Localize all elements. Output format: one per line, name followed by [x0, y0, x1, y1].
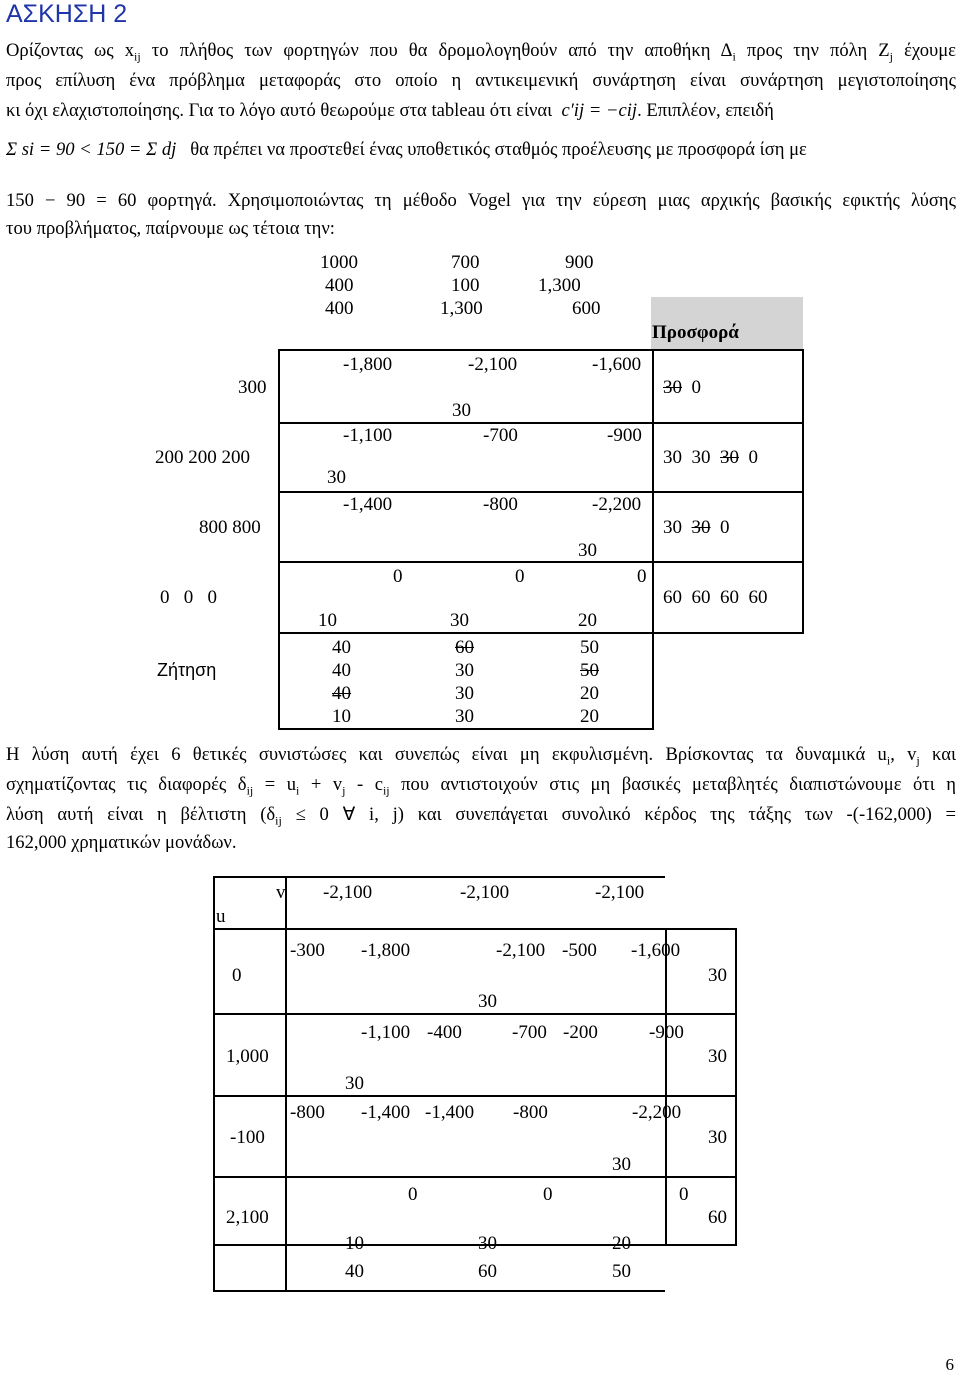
cost-cell: -900	[607, 425, 642, 446]
cost-cell: -800	[483, 494, 518, 515]
col-penalty: 600	[572, 298, 601, 319]
delta-cell: -300	[290, 940, 325, 961]
cost-cell: 0	[393, 566, 403, 587]
demand-cell: 60	[455, 637, 474, 658]
cost-cell: -1,400	[361, 1102, 411, 1123]
allocation-cell: 30	[450, 610, 469, 631]
demand-cell: 40	[345, 1261, 364, 1282]
cost-cell: -1,100	[361, 1022, 411, 1043]
conclusion-line-2: σχηματίζοντας τις διαφορές $\delta_{ij} = u_i + v_j - c_{ij}$ που αντιστοιχούν στις μη βασικές μεταβλητές διαπιστώνουμε ότι η	[6, 774, 956, 798]
demand-cell: 20	[580, 706, 599, 727]
supply-cell: 30 0	[663, 377, 701, 398]
demand-cell: 10	[332, 706, 351, 727]
demand-cell: 30	[455, 660, 474, 681]
u-label: u	[216, 906, 226, 927]
conclusion-line-3: λύση αυτή είναι η βέλτιστη ($\delta_{ij} \le 0$ ∀ i, j) και συνεπάγεται συνολικό κέρδος της τάξης των -(-162,000) =	[6, 804, 956, 828]
grid-line	[652, 349, 654, 730]
supply-cell: 60	[708, 1207, 727, 1228]
demand-label: Ζήτηση	[157, 660, 217, 680]
col-penalty: 700	[451, 252, 480, 273]
cost-cell: -2,100	[468, 354, 518, 375]
demand-cell: 50	[580, 660, 599, 681]
col-penalty: 400	[325, 275, 354, 296]
demand-cell: 20	[580, 683, 599, 704]
col-penalty: 1,300	[538, 275, 581, 296]
cost-cell: 0	[637, 566, 647, 587]
cost-cell: -2,100	[496, 940, 546, 961]
col-penalty: 900	[565, 252, 594, 273]
demand-cell: 60	[478, 1261, 497, 1282]
delta-cell: -400	[427, 1022, 462, 1043]
allocation-cell: 30	[478, 1233, 497, 1254]
grid-line	[213, 876, 665, 878]
cost-cell: 0	[543, 1184, 553, 1205]
u-value: -100	[230, 1127, 265, 1148]
conclusion-line-1: Η λύση αυτή έχει 6 θετικές συνιστώσες και συνεπώς είναι μη εκφυλισμένη. Βρίσκοντας τα δυναμικά $u_i$, $v_j$ και	[6, 744, 957, 768]
supply-cell: 30 30 30 0	[663, 447, 758, 468]
supply-cell: 30	[708, 1046, 727, 1067]
grid-line	[278, 349, 280, 730]
cost-cell: -700	[512, 1022, 547, 1043]
grid-line	[278, 422, 804, 424]
cost-cell: -1,100	[343, 425, 393, 446]
grid-line	[278, 728, 654, 730]
allocation-cell: 10	[318, 610, 337, 631]
intro-line-6: του προβλήματος, παίρνουμε ως τέτοια την:	[6, 218, 335, 239]
grid-line	[665, 928, 667, 1245]
delta-cell: -200	[563, 1022, 598, 1043]
supply-cell: 30	[708, 1127, 727, 1148]
demand-cell: 50	[580, 637, 599, 658]
grid-line	[213, 1290, 665, 1292]
allocation-cell: 30	[452, 400, 471, 421]
cost-cell: -700	[483, 425, 518, 446]
page-number: 6	[945, 1355, 954, 1374]
u-value: 2,100	[226, 1207, 269, 1228]
grid-line	[213, 1095, 737, 1097]
demand-cell: 30	[455, 706, 474, 727]
delta-cell: -800	[290, 1102, 325, 1123]
col-penalty: 1000	[320, 252, 358, 273]
allocation-cell: 30	[578, 540, 597, 561]
v-value: -2,100	[595, 882, 645, 903]
cost-cell: -2,200	[632, 1102, 682, 1123]
v-label: v	[276, 882, 286, 903]
row-penalty: 300	[238, 377, 267, 398]
intro-line-1: Ορίζοντας ως $x_{ij}$ το πλήθος των φορτηγών που θα δρομολογηθούν από την αποθήκη $\Delta_i$ προς την πόλη $Z_j$ έχουμε	[6, 40, 956, 64]
grid-line	[213, 1176, 737, 1178]
v-value: -2,100	[460, 882, 510, 903]
u-value: 1,000	[226, 1046, 269, 1067]
supply-cell: 30	[708, 965, 727, 986]
formula-cost-negation: c′ij = −cij	[561, 100, 638, 121]
allocation-cell: 30	[345, 1073, 364, 1094]
cost-cell: 0	[515, 566, 525, 587]
v-value: -2,100	[323, 882, 373, 903]
cost-cell: -2,200	[592, 494, 642, 515]
cost-cell: -900	[649, 1022, 684, 1043]
cost-cell: 0	[408, 1184, 418, 1205]
u-value: 0	[232, 965, 242, 986]
supply-cell: 30 30 0	[663, 517, 730, 538]
grid-line	[278, 349, 804, 351]
col-penalty: 100	[451, 275, 480, 296]
grid-line	[278, 561, 804, 563]
grid-line	[213, 928, 737, 930]
demand-cell: 50	[612, 1261, 631, 1282]
grid-line	[213, 1244, 737, 1246]
demand-cell: 40	[332, 660, 351, 681]
cost-cell: -1,600	[592, 354, 642, 375]
grid-line	[213, 876, 215, 1292]
intro-line-4: Σ si = 90 < 150 = Σ dj θα πρέπει να προστεθεί ένας υποθετικός σταθμός προέλευσης με προσφορά ίση με	[6, 139, 807, 160]
cost-cell: -800	[513, 1102, 548, 1123]
grid-line	[278, 491, 804, 493]
demand-cell: 30	[455, 683, 474, 704]
grid-line	[213, 1013, 737, 1015]
col-penalty: 1,300	[440, 298, 483, 319]
row-penalty: 800 800	[199, 517, 261, 538]
grid-line	[285, 876, 287, 1292]
demand-cell: 40	[332, 637, 351, 658]
cost-cell: -1,400	[343, 494, 393, 515]
allocation-cell: 30	[612, 1154, 631, 1175]
allocation-cell: 30	[327, 467, 346, 488]
row-penalty: 200 200 200	[155, 447, 250, 468]
supply-header: Προσφορά	[652, 322, 739, 343]
cost-cell: -1,800	[343, 354, 393, 375]
conclusion-line-4: 162,000 χρηματικών μονάδων.	[6, 832, 237, 853]
intro-line-5: 150 − 90 = 60 φορτηγά. Χρησιμοποιώντας τη μέθοδο Vogel για την εύρεση μιας αρχικής βασικής εφικτής λύσης	[6, 190, 956, 211]
allocation-cell: 20	[578, 610, 597, 631]
delta-cell: -1,400	[425, 1102, 475, 1123]
formula-supply-demand: Σ si = 90 < 150 = Σ dj	[6, 139, 177, 160]
page-heading: ΑΣΚΗΣΗ 2	[6, 0, 128, 28]
allocation-cell: 10	[345, 1233, 364, 1254]
cost-cell: -1,600	[631, 940, 681, 961]
allocation-cell: 30	[478, 991, 497, 1012]
cost-cell: -1,800	[361, 940, 411, 961]
row-penalty: 0 0 0	[160, 587, 217, 608]
supply-cell: 60 60 60 60	[663, 587, 768, 608]
allocation-cell: 20	[612, 1233, 631, 1254]
grid-line	[278, 632, 804, 634]
intro-line-2: προς επίλυση ένα πρόβλημα μεταφοράς στο οποίο η αντικειμενική συνάρτηση είναι συνάρτηση μεγιστοποίησης	[6, 70, 956, 91]
delta-cell: -500	[562, 940, 597, 961]
col-penalty: 400	[325, 298, 354, 319]
intro-line-3: κι όχι ελαχιστοποίησης. Για το λόγο αυτό θεωρούμε στα tableau ότι είναι c′ij = −cij. Επιπλέον, επειδή	[6, 100, 774, 121]
demand-cell: 40	[332, 683, 351, 704]
cost-cell: 0	[679, 1184, 689, 1205]
grid-line	[735, 928, 737, 1245]
